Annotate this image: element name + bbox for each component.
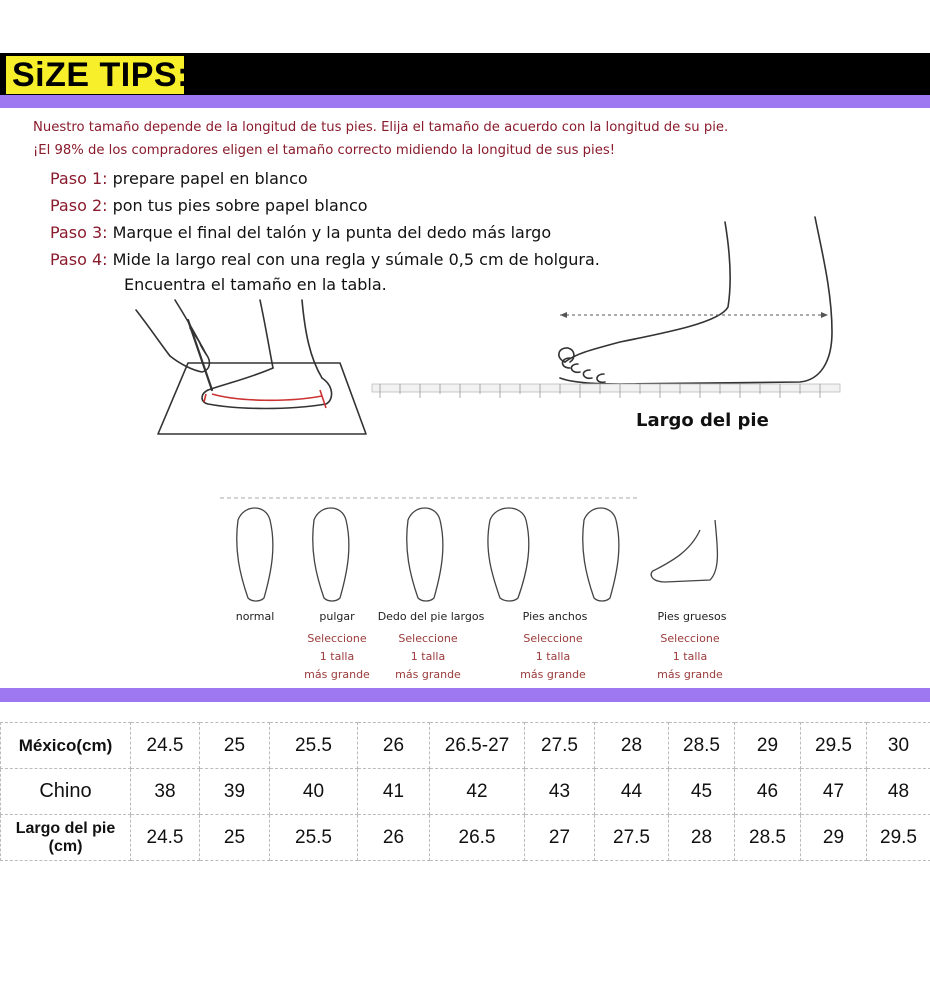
table-cell: 26 [358, 815, 430, 861]
marking-foot-illustration [130, 298, 380, 443]
step-2 [50, 197, 368, 215]
table-cell: 26 [358, 723, 430, 769]
foot-type-name-normal: normal [235, 610, 275, 623]
table-cell: 28.5 [669, 723, 735, 769]
table-cell: 46 [735, 769, 801, 815]
table-row-mexico [1, 723, 930, 769]
tip-line: más grande [304, 668, 370, 681]
table-cell: 44 [595, 769, 669, 815]
table-cell: 29.5 [801, 723, 867, 769]
foot-type-tip-long-toes [373, 630, 483, 684]
table-cell: 47 [801, 769, 867, 815]
row-header-mexico: México(cm) [1, 723, 131, 769]
tip-line: Seleccione [398, 632, 458, 645]
foot-type-name-long-toes: Dedo del pie largos [377, 610, 485, 623]
foot-type-tip-wide [498, 630, 608, 684]
row-header-largo-line1: Largo del pie [15, 819, 116, 837]
step-4-continuation: Encuentra el tamaño en la tabla. [124, 275, 387, 294]
foot-types-illustration [210, 490, 740, 605]
step-2-text: pon tus pies sobre papel blanco [112, 196, 368, 215]
table-cell: 25.5 [270, 723, 358, 769]
table-cell: 26.5-27 [430, 723, 525, 769]
table-cell: 40 [270, 769, 358, 815]
table-cell: 26.5 [430, 815, 525, 861]
divider-bottom [0, 688, 930, 702]
tip-line: más grande [395, 668, 461, 681]
table-cell: 41 [358, 769, 430, 815]
foot-type-name-pulgar: pulgar [319, 610, 355, 623]
table-cell: 24.5 [131, 723, 200, 769]
table-cell: 25.5 [270, 815, 358, 861]
table-cell: 30 [867, 723, 930, 769]
step-4-text: Mide la largo real con una regla y súmale 0,5 cm de holgura. [112, 250, 600, 269]
foot-length-illustration [370, 212, 845, 407]
step-4-label: Paso 4: [50, 250, 108, 269]
step-1-label: Paso 1: [50, 169, 108, 188]
table-cell: 27.5 [595, 815, 669, 861]
table-cell: 27.5 [525, 723, 595, 769]
step-3-label: Paso 3: [50, 223, 108, 242]
table-cell: 27 [525, 815, 595, 861]
row-header-chino: Chino [1, 769, 131, 815]
step-1-text: prepare papel en blanco [112, 169, 308, 188]
tip-line: Seleccione [307, 632, 367, 645]
table-cell: 39 [200, 769, 270, 815]
tip-line: 1 talla [672, 650, 708, 663]
page-title: SiZE TIPS: [12, 56, 189, 94]
step-2-label: Paso 2: [50, 196, 108, 215]
table-cell: 42 [430, 769, 525, 815]
step-1 [50, 170, 308, 188]
foot-type-name-thick: Pies gruesos [657, 610, 727, 623]
table-row-chino [1, 769, 930, 815]
tip-line: Seleccione [660, 632, 720, 645]
table-cell: 29 [801, 815, 867, 861]
table-cell: 29 [735, 723, 801, 769]
table-cell: 43 [525, 769, 595, 815]
row-header-largo-line2: (cm) [48, 837, 83, 855]
table-cell: 28.5 [735, 815, 801, 861]
foot-type-name-wide: Pies anchos [522, 610, 588, 623]
table-row-largo [1, 815, 930, 861]
table-cell: 28 [595, 723, 669, 769]
foot-type-tip-thick [635, 630, 745, 684]
divider-top [0, 95, 930, 108]
size-table [0, 722, 930, 861]
tip-line: más grande [520, 668, 586, 681]
row-header-largo [1, 815, 131, 861]
table-cell: 25 [200, 723, 270, 769]
table-cell: 38 [131, 769, 200, 815]
tip-line: 1 talla [319, 650, 355, 663]
intro-line-1: Nuestro tamaño depende de la longitud de tus pies. Elija el tamaño de acuerdo con la longitud de su pie. [33, 120, 729, 135]
tip-line: 1 talla [535, 650, 571, 663]
table-cell: 45 [669, 769, 735, 815]
table-cell: 25 [200, 815, 270, 861]
foot-length-caption: Largo del pie [636, 410, 769, 431]
step-3-text: Marque el final del talón y la punta del dedo más largo [112, 223, 552, 242]
tip-line: más grande [657, 668, 723, 681]
table-cell: 48 [867, 769, 930, 815]
tip-line: Seleccione [523, 632, 583, 645]
tip-line: 1 talla [410, 650, 446, 663]
table-cell: 28 [669, 815, 735, 861]
table-cell: 29.5 [867, 815, 930, 861]
intro-line-2: ¡El 98% de los compradores eligen el tamaño correcto midiendo la longitud de sus pies! [33, 143, 615, 158]
table-cell: 24.5 [131, 815, 200, 861]
